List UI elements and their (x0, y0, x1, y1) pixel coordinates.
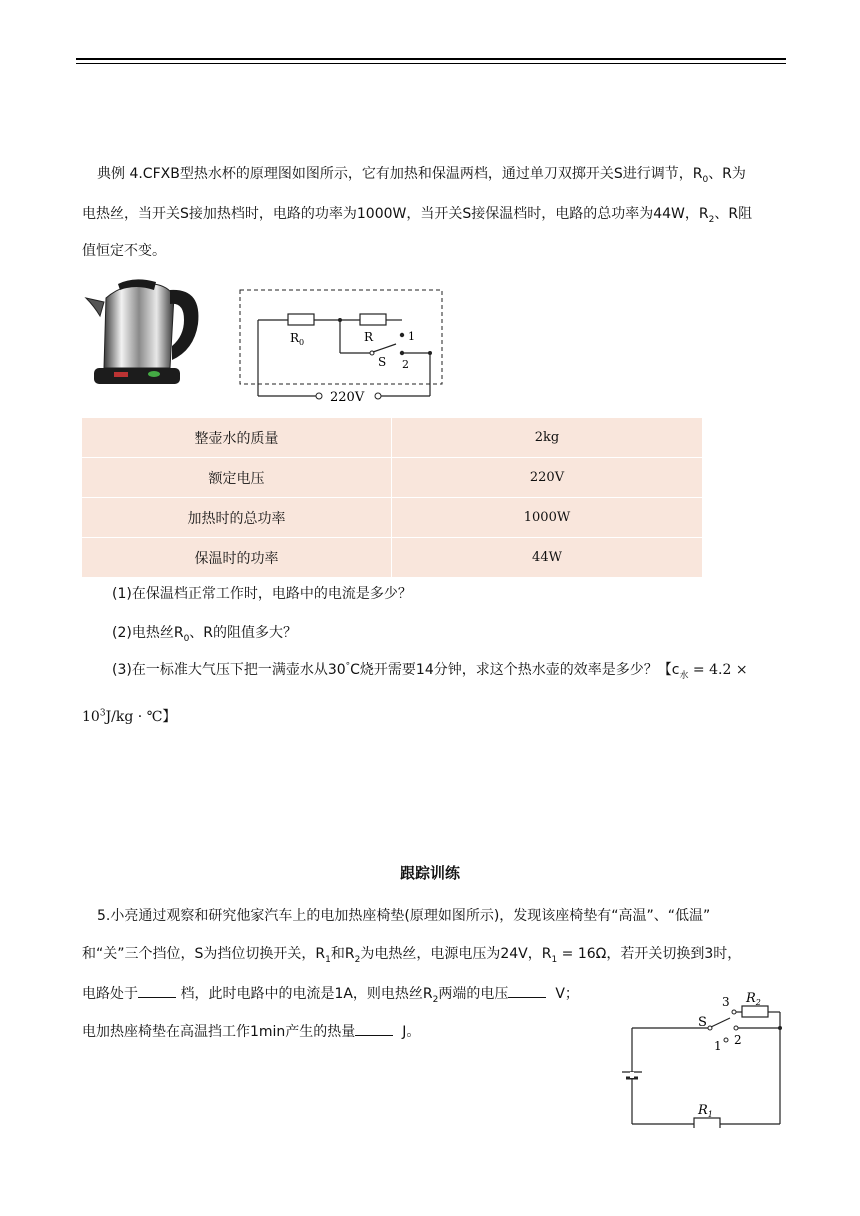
sub-2: 2 (354, 954, 361, 965)
r0-label: $R_0$ (290, 331, 305, 347)
header-rule-thick (76, 58, 786, 60)
circuit-diagram-2 (610, 988, 790, 1128)
question-2-pre: (2)电热丝R (112, 625, 184, 641)
problem5-line-2 (82, 944, 741, 964)
table-cell-label: 保温时的功率 (82, 538, 392, 578)
problem5-line-1: 5.小亮通过观察和研究他家汽车上的电加热座椅垫(原理如图所示)，发现该座椅垫有“高温”、“低温” (97, 908, 711, 924)
table-row (82, 418, 702, 458)
table-cell-value: 220V (392, 458, 703, 498)
question-2-post: 、R的阻值多大？ (189, 625, 298, 641)
p5-text-c: 为电热丝，电源电压为24V，R (360, 946, 552, 962)
resistor-r1 (694, 1118, 720, 1128)
answer-blank[interactable] (508, 985, 546, 998)
switch-s-label: S (698, 1015, 707, 1030)
power-base: 10 (82, 709, 100, 725)
example-line-2-text: 电热丝，当开关S接加热档时，电路的功率为1000W，当开关S接保温档时，电路的总功率为44W，R (82, 206, 709, 222)
degree-mark: ° (345, 661, 351, 672)
p5-line4-b: J。 (402, 1024, 421, 1040)
sub-1: 1 (551, 954, 558, 965)
question-3-eq: = 4.2 × (688, 662, 748, 678)
p5-line3-a: 电路处于 (82, 986, 138, 1002)
table-cell-label: 整壶水的质量 (82, 418, 392, 458)
r1-label: $R_1$ (698, 1103, 713, 1119)
sub-2: 2 (708, 214, 715, 225)
sub-water: 水 (679, 670, 689, 681)
question-1: (1)在保温档正常工作时，电路中的电流是多少？ (112, 586, 412, 602)
table-cell-value: 44W (392, 538, 703, 578)
p5-text-b: 和R (330, 946, 355, 962)
spec-table (82, 418, 702, 578)
table-cell-value: 1000W (392, 498, 703, 538)
r2-label: $R_2$ (746, 991, 761, 1007)
section-heading: 跟踪训练 (399, 864, 460, 882)
example-line-1-text: 典例 4.CFXB型热水杯的原理图如图所示，它有加热和保温两档，通过单刀双掷开关S进行调节，R (97, 166, 703, 182)
problem5-line-3 (82, 984, 579, 1004)
switch-blade (373, 344, 396, 352)
example-line-1-tail: 、R为 (708, 166, 746, 182)
sub-2: 2 (432, 994, 439, 1005)
sub-0: 0 (183, 633, 190, 644)
sub-1: 1 (325, 954, 331, 965)
question-3-mid: C烧开需要14分钟，求这个热水壶的效率是多少？【c (350, 662, 680, 678)
resistor-r (360, 314, 386, 325)
table-row (82, 458, 702, 498)
question-3-pre: (3)在一标准大气压下把一满壶水从30 (112, 662, 346, 678)
answer-blank[interactable] (355, 1023, 393, 1036)
circuit-diagram-1 (236, 286, 448, 406)
table-row (82, 498, 702, 538)
power-exponent: 3 (99, 708, 106, 719)
example-line-2 (82, 204, 752, 224)
table-row (82, 538, 702, 578)
p5-line3-d: V； (555, 986, 579, 1002)
kettle-image (84, 276, 208, 396)
example-line-3: 值恒定不变。 (82, 243, 166, 259)
pos1-label: 1 (714, 1039, 722, 1053)
pos1-label: 1 (408, 330, 415, 343)
answer-blank[interactable] (138, 985, 176, 998)
example-line-2-tail: 、R阻 (714, 206, 753, 222)
resistor-r2 (742, 1006, 768, 1017)
p5-line4-a: 电加热座椅垫在高温挡工作1min产生的热量 (82, 1024, 356, 1040)
unit-text: J/kg · ℃】 (105, 709, 177, 725)
r-label: R (364, 330, 374, 344)
question-2 (112, 623, 297, 643)
header-rule-thin (76, 63, 786, 64)
table-cell-label: 加热时的总功率 (82, 498, 392, 538)
question-3 (112, 660, 748, 680)
question-3-line-2 (82, 707, 176, 727)
resistor-r0 (288, 314, 314, 325)
p5-line3-c: 两端的电压 (438, 986, 509, 1002)
pos3-label: 3 (722, 995, 730, 1009)
sub-0: 0 (702, 174, 709, 185)
switch-s-label: S (378, 355, 387, 369)
p5-text-d: = 16Ω，若开关切换到3时， (557, 946, 742, 962)
pos2-label: 2 (734, 1033, 742, 1047)
problem5-line-4 (82, 1022, 420, 1042)
switch-blade (711, 1018, 730, 1027)
p5-text-a: 和“关”三个挡位，S为挡位切换开关，R (82, 946, 326, 962)
pos2-label: 2 (402, 358, 409, 371)
voltage-label: 220V (330, 390, 365, 405)
table-cell-value: 2kg (392, 418, 703, 458)
table-cell-label: 额定电压 (82, 458, 392, 498)
p5-line3-b: 档，此时电路中的电流是1A，则电热丝R (180, 986, 433, 1002)
example-line-1 (97, 164, 746, 184)
